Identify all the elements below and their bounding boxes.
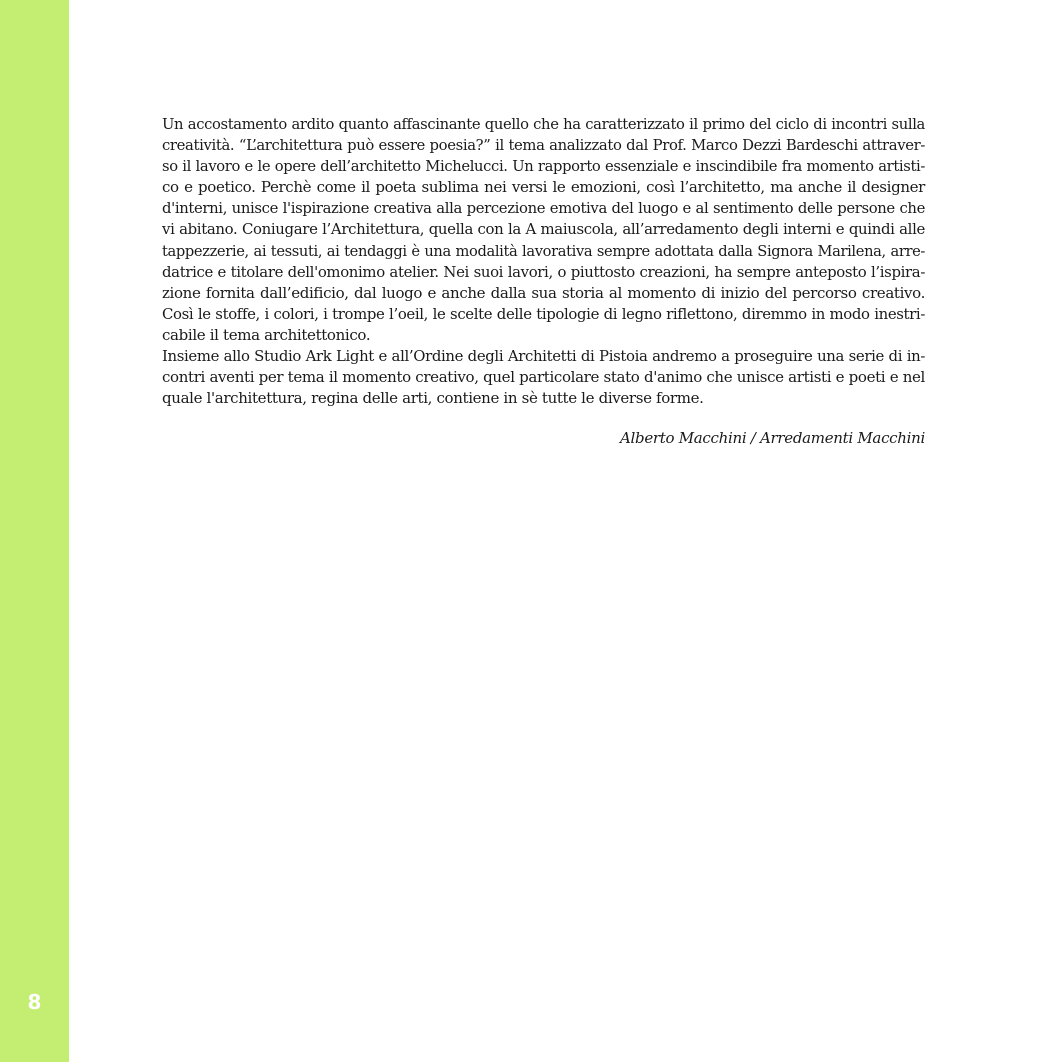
body-line: cabile il tema architettonico. [162,325,371,344]
body-line: Insieme allo Studio Ark Light e all’Ordine degli Architetti di Pistoia andremo a proseguire una serie di in- [162,347,925,366]
body-text [162,114,925,409]
body-line: Un accostamento ardito quanto affascinante quello che ha caratterizzato il primo del ciclo di incontri sulla [162,116,925,133]
body-line: so il lavoro e le opere dell’architetto Michelucci. Un rapporto essenziale e inscindibile fra momento artisti- [162,158,925,176]
body-line: vi abitano. Coniugare l’Architettura, quella con la A maiuscola, all’arredamento degli interni e quindi alle [162,220,925,239]
body-line: d'interni, unisce l'ispirazione creativa alla percezione emotiva del luogo e al sentimento delle persone che [162,200,925,218]
body-line: creatività. “L’architettura può essere poesia?” il tema analizzato dal Prof. Marco Dezzi Bardeschi attraver- [162,137,925,155]
page-number: 8 [27,990,42,1014]
body-line: tappezzerie, ai tessuti, ai tendaggi è una modalità lavorativa sempre adottata dalla Signora Marilena, arre- [162,242,925,260]
body-line: Così le stoffe, i colori, i trompe l’oeil, le scelte delle tipologie di legno riflettono, diremmo in modo inestri- [162,304,925,323]
body-line: co e poetico. Perchè come il poeta sublima nei versi le emozioni, così l’architetto, ma anche il designer [162,178,925,197]
body-line: datrice e titolare dell'omonimo atelier. Nei suoi lavori, o piuttosto creazioni, ha sempre anteposto l’ispira- [162,262,925,281]
side-color-band [0,0,69,1062]
body-line: quale l'architettura, regina delle arti, contiene in sè tutte le diverse forme. [162,389,704,408]
signature: Alberto Macchini / Arredamenti Macchini [620,429,925,447]
body-line: contri aventi per tema il momento creativo, quel particolare stato d'animo che unisce artisti e poeti e nel [162,368,925,387]
body-line: zione fornita dall’edificio, dal luogo e anche dalla sua storia al momento di inizio del percorso creativo. [162,283,925,302]
